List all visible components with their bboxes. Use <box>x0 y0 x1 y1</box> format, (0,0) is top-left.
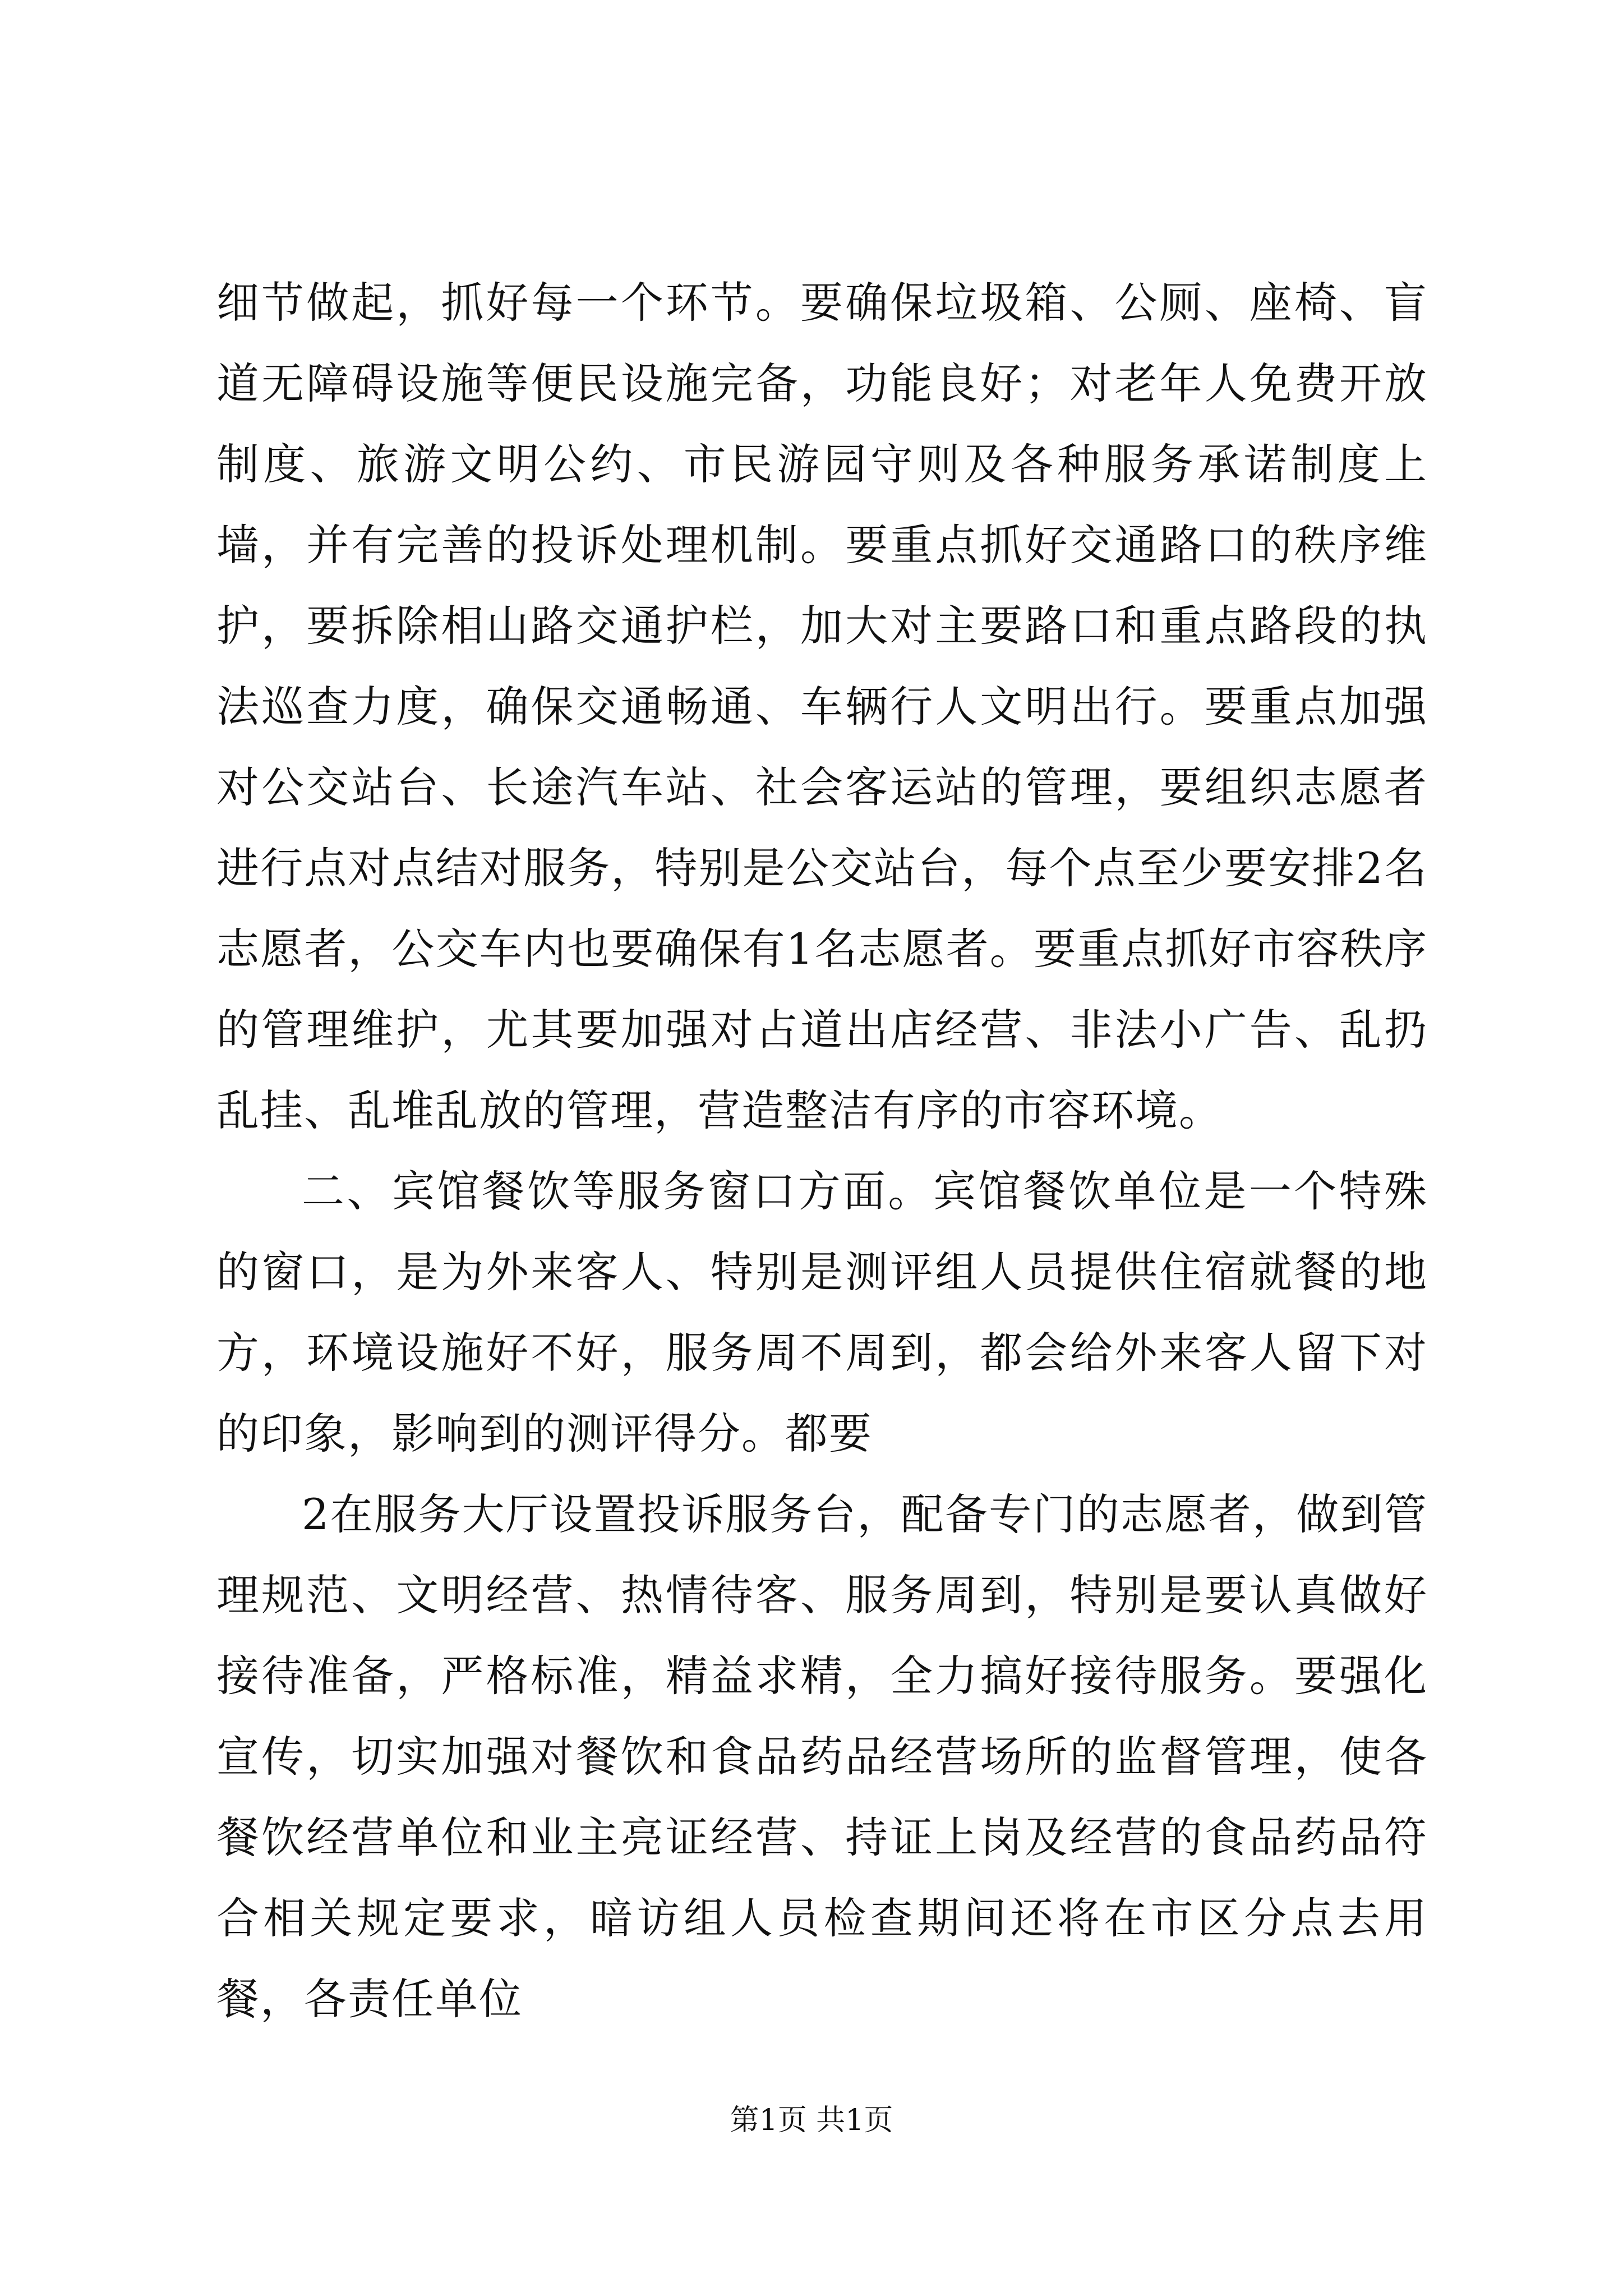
paragraph-hotel-dining: 二、宾馆餐饮等服务窗口方面。宾馆餐饮单位是一个特殊的窗口，是为外来客人、特别是测评组人员提供住宿就餐的地方，环境设施好不好，服务周不周到，都会给外来客人留下对的印象，影响到的测评得分。都要 <box>216 1166 1428 1458</box>
page-footer: 第1页 共1页 <box>730 2104 893 2137</box>
paragraph-continuation: 细节做起，抓好每一个环节。要确保垃圾箱、公厕、座椅、盲道无障碍设施等便民设施完备，功能良好；对老年人免费开放制度、旅游文明公约、市民游园守则及各种服务承诺制度上墙，并有完善的投诉处理机制。要重点抓好交通路口的秩序维护，要拆除相山路交通护栏，加大对主要路口和重点路段的执法巡查力度，确保交通畅通、车辆行人文明出行。要重点加强对公交站台、长途汽车站、社会客运站的管理，要组织志愿者进行点对点结对服务，特别是公交站台，每个点至少要安排2名志愿者，公交车内也要确保有1名志愿者。要重点抓好市容秩序的管理维护，尤其要加强对占道出店经营、非法小广告、乱扔乱挂、乱堆乱放的管理，营造整洁有序的市容环境。 <box>216 278 1428 1135</box>
paragraph-service-hall: 2在服务大厅设置投诉服务台，配备专门的志愿者，做到管理规范、文明经营、热情待客、服务周到，特别是要认真做好接待准备，严格标准，精益求精，全力搞好接待服务。要强化宣传，切实加强对餐饮和食品药品经营场所的监督管理，使各餐饮经营单位和业主亮证经营、持证上岗及经营的食品药品符合相关规定要求，暗访组人员检查期间还将在市区分点去用餐，各责任单位 <box>216 1489 1428 2024</box>
document-body <box>216 263 1428 2040</box>
